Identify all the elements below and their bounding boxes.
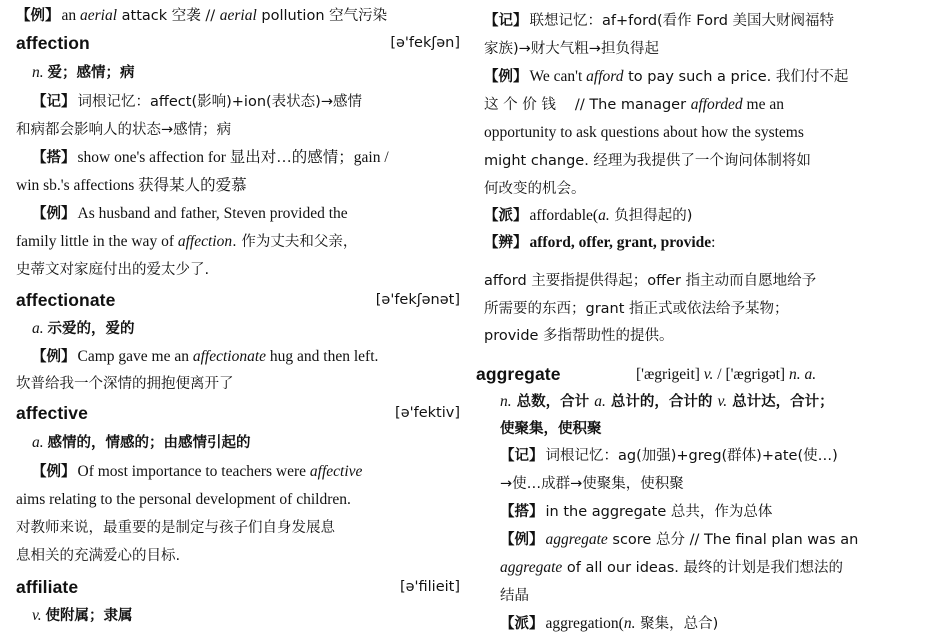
aggregate-example-line-1: 【例】 aggregate score 总分 // The final plan was an	[500, 531, 859, 548]
pronunciation-affiliate: [ə'filieit]	[399, 579, 460, 595]
right-column	[476, 0, 930, 640]
pronunciation-affectionate: [ə'fekʃənət]	[375, 292, 460, 308]
affective-example-line-3: 对教师来说，最重要的是制定与孩子们自身发展息	[16, 520, 335, 536]
pronunciation-aggregate: ['ægrigeit] v. / ['ægrigət] n. a.	[636, 366, 817, 383]
aggregate-example-line-3: 结晶	[500, 588, 529, 604]
afford-distinguish-line-3: provide 多指帮助性的提供。	[484, 328, 674, 344]
aggregate-definition-line-2: 使聚集，使积聚	[500, 421, 602, 437]
afford-memory-line-2: 家族)→财大气粗→担负得起	[484, 41, 659, 57]
entry-affectionate-header	[16, 288, 462, 313]
affectionate-example-line-1: 【例】 Camp gave me an affectionate hug and then left.	[32, 348, 379, 365]
aggregate-definition-line-1: n. 总数，合计 a. 总计的，合计的 v. 总计达，合计；	[500, 393, 834, 410]
afford-derived: 【派】 affordable(a. 负担得起的)	[484, 207, 693, 224]
headword-affectionate: affectionate	[16, 290, 116, 310]
aggregate-memory-line-1: 【记】 词根记忆：ag(加强)+greg(群体)+ate(使…)	[500, 448, 838, 464]
afford-example-line-1: 【例】 We can't afford to pay such a price. 我们付不起	[484, 68, 849, 85]
affection-collocation-line-1: 【搭】 show one's affection for 显出对…的感情；gain /	[32, 149, 389, 166]
entry-aggregate-header	[476, 362, 930, 387]
affection-example-line-2: family little in the way of affection. 作为丈夫和父亲，	[16, 233, 358, 250]
affective-example-line-2: aims relating to the personal development of children.	[16, 491, 351, 508]
afford-memory-line-1: 【记】 联想记忆：af+ford(看作 Ford 美国大财阀福特	[484, 13, 835, 29]
afford-example-line-4: might change. 经理为我提供了一个询问体制将如	[484, 153, 811, 169]
affection-memory-line-1: 【记】 词根记忆：affect(影响)+ion(表状态)→感情	[32, 94, 362, 110]
affectionate-definition: a. 示爱的，爱的	[32, 320, 135, 337]
headword-affiliate: affiliate	[16, 577, 79, 597]
entry-affiliate-header	[16, 575, 462, 600]
affection-memory-line-2: 和病都会影响人的状态→感情；病	[16, 122, 232, 138]
affiliate-definition: v. 使附属；隶属	[32, 607, 133, 624]
left-column	[16, 0, 462, 640]
pronunciation-affection: [ə'fekʃən]	[390, 35, 460, 51]
affection-example-line-3: 史蒂文对家庭付出的爱太少了.	[16, 262, 210, 278]
entry-affection-header	[16, 31, 462, 56]
affection-example-line-1: 【例】 As husband and father, Steven provided the	[32, 205, 348, 222]
aggregate-example-line-2: aggregate of all our ideas. 最终的计划是我们想法的	[500, 559, 843, 576]
afford-example-line-2: 这 个 价 钱 // The manager afforded me an	[484, 96, 784, 113]
afford-distinguish-line-1: afford 主要指提供得起；offer 指主动而自愿地给予	[484, 273, 817, 289]
afford-example-line-3: opportunity to ask questions about how the systems	[484, 124, 804, 141]
afford-example-line-5: 何改变的机会。	[484, 181, 586, 197]
afford-distinguish-header: 【辨】 afford, offer, grant, provide:	[484, 234, 716, 251]
affection-collocation-line-2: win sb.'s affections 获得某人的爱慕	[16, 177, 247, 194]
affection-definition: n. 爱；感情；病	[32, 64, 135, 81]
aggregate-derived: 【派】 aggregation(n. 聚集，总合)	[500, 615, 719, 632]
affective-example-line-1: 【例】 Of most importance to teachers were affective	[32, 463, 363, 480]
afford-distinguish-line-2: 所需要的东西；grant 指正式或依法给予某物；	[484, 301, 789, 317]
affective-definition: a. 感情的，情感的；由感情引起的	[32, 434, 251, 451]
affectionate-example-line-2: 坎普给我一个深情的拥抱便离开了	[16, 376, 234, 392]
headword-affective: affective	[16, 403, 88, 423]
headword-affection: affection	[16, 33, 90, 53]
aerial-example-line: 【例】 an aerial attack 空袭 // aerial pollution 空气污染	[16, 7, 388, 24]
pronunciation-affective: [ə'fektiv]	[395, 405, 460, 421]
aggregate-collocation: 【搭】 in the aggregate 总共，作为总体	[500, 504, 773, 520]
headword-aggregate: aggregate	[476, 364, 561, 384]
aggregate-memory-line-2: →使…成群→使聚集，使积聚	[500, 476, 684, 492]
affective-example-line-4: 息相关的充满爱心的目标.	[16, 548, 181, 564]
entry-affective-header	[16, 401, 462, 426]
